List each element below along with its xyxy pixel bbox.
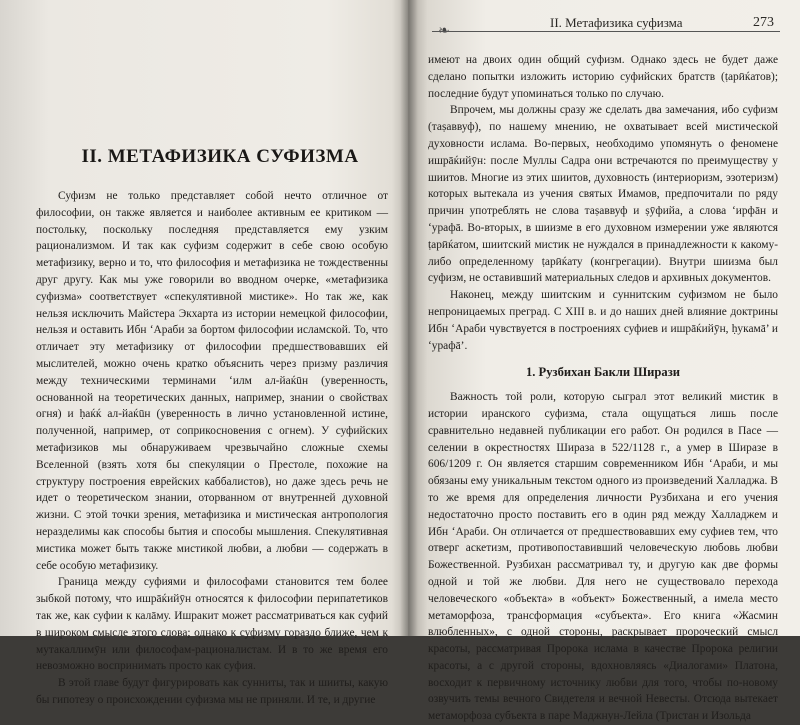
page-header [432, 14, 780, 34]
left-page-text [36, 188, 388, 709]
right-page-text [428, 52, 778, 725]
paragraph: Наконец, между шиитским и суннитским суфизмом не было непроницаемых преград. С XIII в. и до наших дней влияние доктрины Ибн ‘Араби чувствуется в построениях суфиев и ишрāќийӯн, ḥукамā’ и ‘урафā’. [428, 289, 778, 352]
section-heading: 1. Рузбихан Бакли Ширази [525, 365, 681, 380]
paragraph: Впрочем, мы должны сразу же сделать два замечания, ибо суфизм (таṣаввуф), по нашему мнению, не охватывает всей мистической духовности ислама. Во-первых, необходимо упомянуть о феномене ишрāќийӯн: после Муллы Садра они встречаются по преимуществу у шиитов. Многие из этих шиитов, духовность (интериоризм, эзотеризм) которых вытекала из учения святых Имамов, предпочитали по ряду причин употреблять не слова таṣаввуф и ṣӯфийа, а слова ‘ирфāн и ‘урафā. Во-вторых, в шиизме в его духовном измерении уже являются ṭарӣќатом, шиитский мистик не нуждался в принадлежности к какому-либо определенному ṭарӣќату (конгрегации). Внутри шиизма был суфизм, не оставивший материальных следов и архивных документов. [428, 104, 778, 285]
paragraph: имеют на двоих один общий суфизм. Однако здесь не будет даже сделано попытки изложить историю суфийских братств (ṭарӣќатов); последние будут упоминаться только по случаю. [428, 54, 778, 100]
paragraph: Важность той роли, которую сыграл этот великий мистик в истории иранского суфизма, стала ощущаться лишь после сравнительно недавней публикации его работ. Он родился в Пасе — селении в окрестностях Шираза в 522/1128 г., а умер в Ширазе в 606/1209 г. Он является старшим современником Ибн ‘Араби, и мы обязаны ему уникальным текстом одного из произведений Халладжа. В то же время для определения личности Рузбихана и его учения недостаточно просто поставить его в один ряд между Халладжем и Ибн ‘Араби. Он отличается от предшествовавших ему суфиев тем, что отверг аскетизм, противопоставивший человеческую любовь любви Божественной. Рузбихан рассматривал ту, и другую как две формы одной и той же любви. Для него не существовало перехода человеческого «объекта» в «объект» Божественный, а имела место метаморфоза, трансформация «субъекта». Его книга «Жасмин влюбленных», с одной стороны, раскрывает пророческий смысл красоты, рассматривая Пророка ислама в качестве Пророка религии красоты, а с другой стороны, вдохновляясь «Диалогами» Платона, восходит к первичному источнику любви для того, чтобы по-новому озвучить темы вечного Свидетеля и вечной Невесты. Отсюда вытекает метаморфоза субъекта в паре Маджнун-Лейла (Тристан и Изольда [428, 391, 778, 723]
running-title: II. Метафизика суфизма [550, 15, 683, 30]
paragraph: В этой главе будут фигурировать как сунниты, так и шииты, какую бы гипотезу о происхождении суфизма мы не приняли. И те, и другие [36, 677, 388, 706]
header-rule [432, 31, 780, 32]
book-gutter [400, 0, 418, 636]
page-number: 273 [753, 15, 774, 30]
chapter-title: II. МЕТАФИЗИКА СУФИЗМА [81, 146, 359, 167]
paragraph: Граница между суфиями и философами становится тем более зыбкой потому, что ишрāќийӯн относятся к философии перипатетиков так же, как суфии к калāму. Ишракит может рассматриваться как суфий в широком смысле этого слова; однако к суфизму гораздо ближе, чем к мутакаллимӯн или философам-рационалистам. И в то же время его невозможно воспринимать просто как суфия. [36, 576, 388, 673]
paragraph: Суфизм не только представляет собой нечто отличное от философии, он также является и наиболее активным ее критиком — постольку, поскольку последняя представляется ему узким рационализмом. И так как суфизм содержит в себе свою особую метафизику, верно и то, что философия и метафизика не тождественны друг другу. Как мы уже говорили во вводном очерке, «метафизика суфизма» соответствует «спекулятивной мистике». Но так же, как нельзя исключить Майстера Экхарта из истории немецкой философии, нельзя и оставить Ибн ‘Араби за бортом философии исламской. То, что отличает эту метафизику от философии предшествовавших ей мыслителей, можно очень кратко объяснить через призму различия между техническими терминами ʻилм ал-йаќūн (уверенность, основанной на теоретических данных, например, знании о свойствах огня) и ḥаќќ ал-йаќūн (уверенность в лично установленной истине, полученной, например, от соприкосновения с огнем). У суфийских метафизиков мы обнаруживаем чрезвычайно сложные схемы Вселенной (взять хотя бы спекуляции о Престоле, похожие на структуру построения еврейских каббалистов), но даже здесь речь не идет о теоретическом знании, оторванном от внутренней духовной жизни. С этой точки зрения, метафизика и мистическая антропология неразделимы как способы бытия и способы мышления. Спекулятивная мистика может быть также мистикой любви, а любви — содержать в себе особую метафизику. [36, 190, 388, 572]
